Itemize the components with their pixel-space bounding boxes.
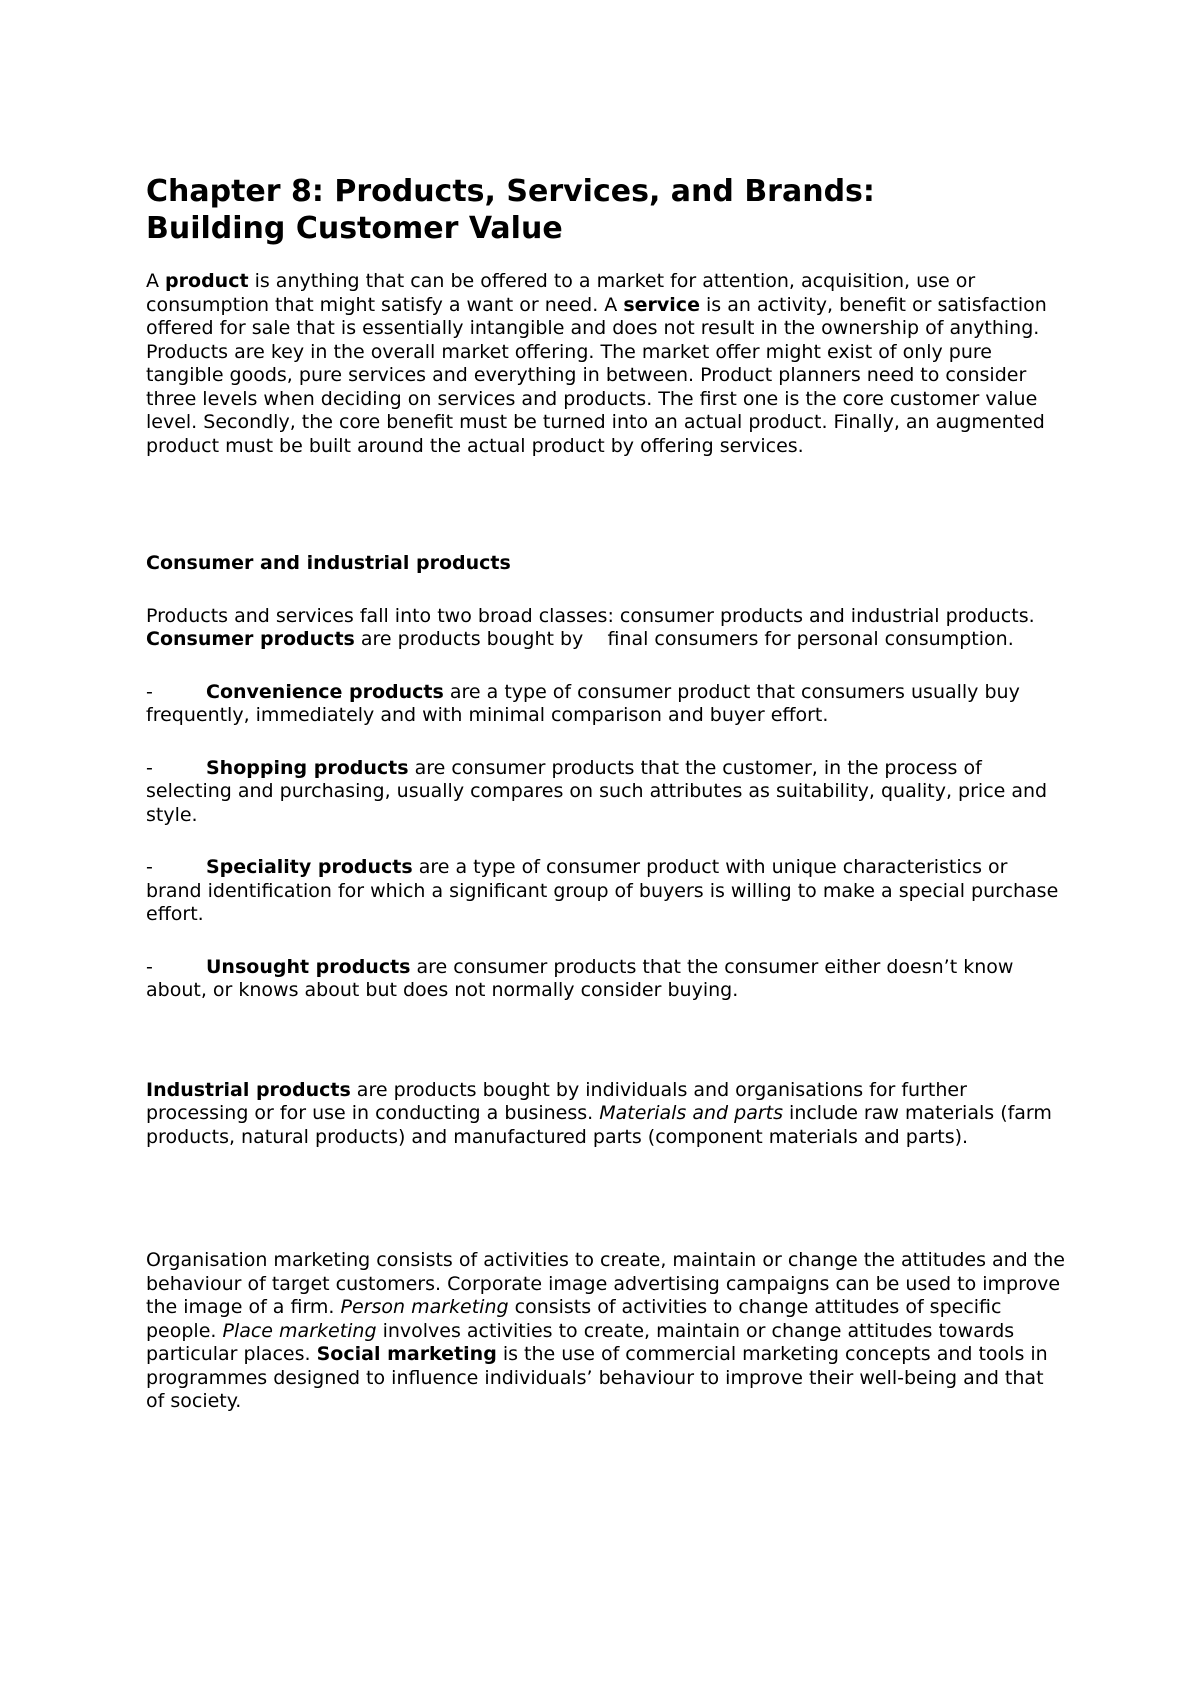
intro-paragraph — [146, 270, 1066, 458]
bullet-speciality — [146, 856, 1066, 927]
industrial-products-term: Industrial products — [146, 1078, 351, 1101]
person-marketing-term: Person marketing — [340, 1296, 509, 1318]
bullet-dash: - — [146, 680, 153, 703]
shopping-products-term: Shopping products — [206, 756, 409, 779]
speciality-products-term: Speciality products — [206, 856, 413, 878]
consumer-text-2: are products bought by final consumers for personal consumption. — [354, 628, 1014, 650]
chapter-title-line-2: Building Customer Value — [146, 211, 563, 246]
organisation-paragraph — [146, 1249, 1066, 1414]
organisation-text-3: involves activities to create, maintain or change attitudes towards particular places. — [146, 1319, 1015, 1365]
intro-text-1: A — [146, 270, 166, 292]
industrial-paragraph — [146, 1079, 1066, 1150]
intro-text-3: is an activity, benefit or satisfaction offered for sale that is essentially intangible and does not result in the ownership of anything. Products are key in the overall market offering. The market offer might exist of only pure tangible goods, pure services and everything in between. Product planners need to consider three levels when deciding on services and products. The first one is the core customer value level. Secondly, the core benefit must be turned into an actual product. Finally, an augmented product must be built around the actual product by offering services. — [146, 293, 1047, 457]
consumer-industrial-heading: Consumer and industrial products — [146, 552, 511, 574]
organisation-text-2: consists of activities to change attitudes of specific people. — [146, 1296, 1002, 1342]
bullet-text: are a type of consumer product with unique characteristics or brand identification for which a significant group of buyers is willing to make a special purchase effort. — [146, 856, 1059, 925]
chapter-title-line-1: Chapter 8: Products, Services, and Brands: — [146, 174, 875, 209]
place-marketing-term: Place marketing — [222, 1319, 377, 1342]
bullet-text: are consumer products that the customer, in the process of selecting and purchasing, usually compares on such attributes as suitability, quality, price and style. — [146, 756, 1048, 826]
bullet-text: are a type of consumer product that consumers usually buy frequently, immediately and with minimal comparison and buyer effort. — [146, 680, 1020, 726]
consumer-products-term: Consumer products — [146, 628, 355, 650]
bullet-dash: - — [146, 856, 153, 878]
bullet-dash: - — [146, 955, 153, 978]
bullet-convenience — [146, 681, 1066, 728]
social-marketing-term: Social marketing — [316, 1343, 497, 1365]
chapter-title — [146, 173, 1066, 247]
product-term: product — [165, 270, 249, 292]
document-content — [146, 173, 1066, 1414]
bullet-shopping — [146, 757, 1066, 828]
convenience-products-term: Convenience products — [206, 680, 444, 703]
service-term: service — [623, 293, 700, 316]
consumer-text-1: Products and services fall into two broad classes: consumer products and industrial products. — [146, 604, 1035, 627]
bullet-dash: - — [146, 756, 153, 779]
industrial-text-1: are products bought by individuals and organisations for further processing or for use in conducting a business. — [146, 1078, 967, 1124]
organisation-text-1: Organisation marketing consists of activities to create, maintain or change the attitudes and the behaviour of target customers. Corporate image advertising campaigns can be used to improve the image of a firm. — [146, 1249, 1065, 1318]
bullet-unsought — [146, 956, 1066, 1003]
consumer-paragraph — [146, 605, 1066, 652]
intro-text-2: is anything that can be offered to a market for attention, acquisition, use or consumption that might satisfy a want or need. A — [146, 270, 976, 316]
bullet-text: are consumer products that the consumer either doesn’t know about, or knows about but does not normally consider buying. — [146, 955, 1014, 1001]
unsought-products-term: Unsought products — [206, 955, 411, 978]
organisation-text-4: is the use of commercial marketing concepts and tools in programmes designed to influence individuals’ behaviour to improve their well-being and that of society. — [146, 1343, 1048, 1412]
materials-and-parts-term: Materials and parts — [599, 1102, 783, 1124]
industrial-text-2: include raw materials (farm products, natural products) and manufactured parts (component materials and parts). — [146, 1102, 1052, 1148]
